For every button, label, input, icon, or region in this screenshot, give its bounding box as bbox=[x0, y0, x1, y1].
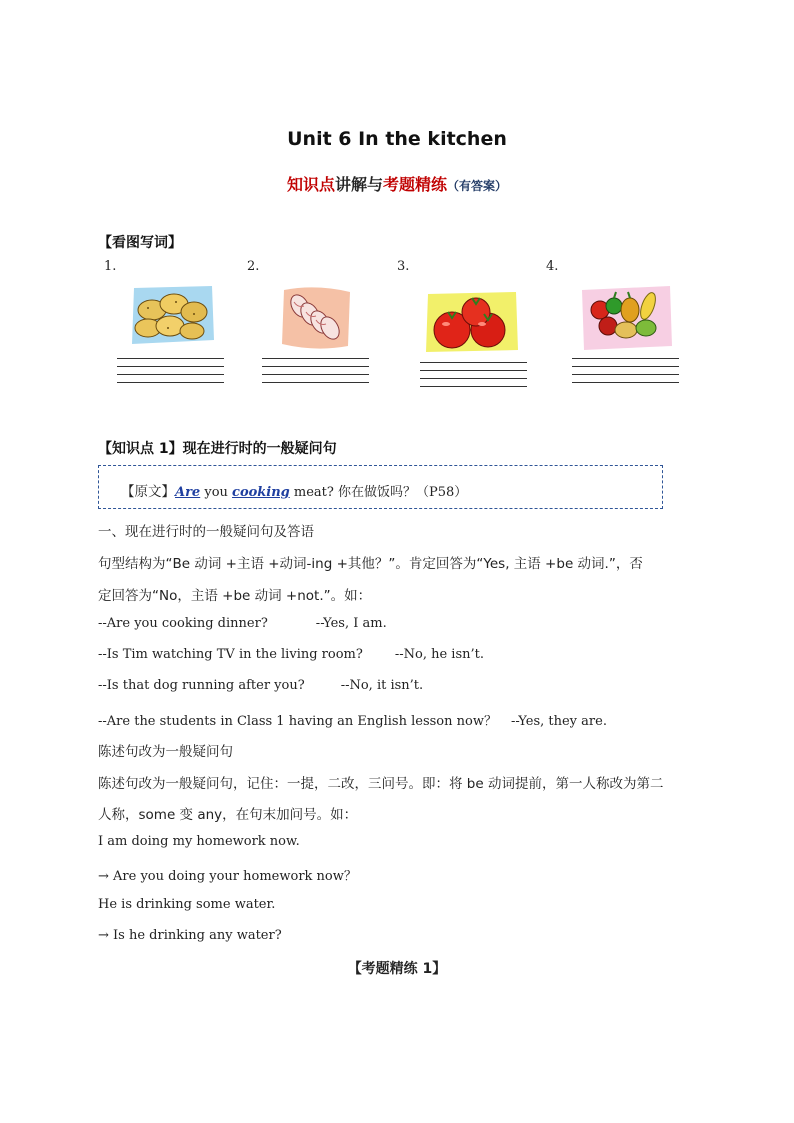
section-heading-picture-words: 【看图写词】 bbox=[98, 235, 182, 251]
example-row-3 bbox=[98, 678, 423, 693]
explanation-line-1: 句型结构为“Be 动词 +主语 +动词-ing +其他？”。肯定回答为“Yes, 主语 +be 动词.”，否 bbox=[98, 556, 643, 572]
explanation-line-2: 定回答为“No，主语 +be 动词 +not.”。如： bbox=[98, 588, 372, 604]
tomatoes-icon bbox=[424, 290, 520, 354]
example-answer: --Yes, they are. bbox=[510, 714, 607, 729]
example-question: --Are the students in Class 1 having an English lesson now？ bbox=[98, 714, 497, 729]
original-text-box bbox=[98, 465, 663, 509]
conversion-example-4: → Is he drinking any water? bbox=[98, 928, 282, 943]
conversion-example-3: He is drinking some water. bbox=[98, 897, 276, 912]
example-answer: --No, it isn’t. bbox=[340, 678, 424, 693]
conversion-example-1: I am doing my homework now. bbox=[98, 834, 300, 849]
conversion-example-2: → Are you doing your homework now？ bbox=[98, 869, 357, 884]
conversion-heading: 陈述句改为一般疑问句 bbox=[98, 744, 233, 760]
answer-lines-3[interactable] bbox=[420, 362, 527, 394]
item-number-2: 2. bbox=[247, 259, 260, 274]
item-number-4: 4. bbox=[546, 259, 559, 274]
example-row-2 bbox=[98, 647, 484, 662]
potatoes-icon bbox=[128, 284, 218, 348]
meat-icon bbox=[276, 284, 356, 352]
example-question: --Is Tim watching TV in the living room? bbox=[98, 647, 363, 662]
quote-keyword-cooking: cooking bbox=[232, 485, 290, 500]
answer-lines-4[interactable] bbox=[572, 358, 679, 390]
subtitle-part1: 知识点 bbox=[286, 175, 335, 194]
subtitle-part4: （有答案） bbox=[447, 179, 508, 193]
vegetables-icon bbox=[578, 284, 674, 354]
conversion-line-2: 人称，some 变 any，在句末加问号。如： bbox=[98, 807, 358, 823]
page-subtitle bbox=[0, 172, 794, 195]
quote-label: 【原文】 bbox=[121, 484, 175, 500]
knowledge-point-1-heading: 【知识点 1】现在进行时的一般疑问句 bbox=[98, 441, 337, 457]
subtitle-part3: 考题精练 bbox=[383, 175, 448, 194]
practice-heading: 【考题精练 1】 bbox=[347, 961, 447, 977]
quote-keyword-are: Are bbox=[175, 485, 201, 500]
quote-text-2: meat? 你在做饭吗？（P58） bbox=[289, 485, 468, 500]
conversion-line-1: 陈述句改为一般疑问句，记住：一提，二改，三问号。即：将 be 动词提前，第一人称改为第二 bbox=[98, 776, 664, 792]
example-row-1 bbox=[98, 616, 387, 631]
subtitle-part2: 讲解与 bbox=[334, 175, 383, 194]
page-title: Unit 6 In the kitchen bbox=[287, 128, 507, 150]
example-question: --Is that dog running after you? bbox=[98, 678, 305, 693]
answer-lines-2[interactable] bbox=[262, 358, 369, 390]
item-number-3: 3. bbox=[397, 259, 410, 274]
example-answer: --No, he isn’t. bbox=[394, 647, 484, 662]
explanation-heading: 一、现在进行时的一般疑问句及答语 bbox=[98, 524, 314, 540]
answer-lines-1[interactable] bbox=[117, 358, 224, 390]
example-question: --Are you cooking dinner? bbox=[98, 616, 268, 631]
example-answer: --Yes, I am. bbox=[315, 616, 387, 631]
quote-text-1: you bbox=[200, 485, 233, 500]
example-row-4 bbox=[98, 710, 607, 729]
item-number-1: 1. bbox=[104, 259, 117, 274]
